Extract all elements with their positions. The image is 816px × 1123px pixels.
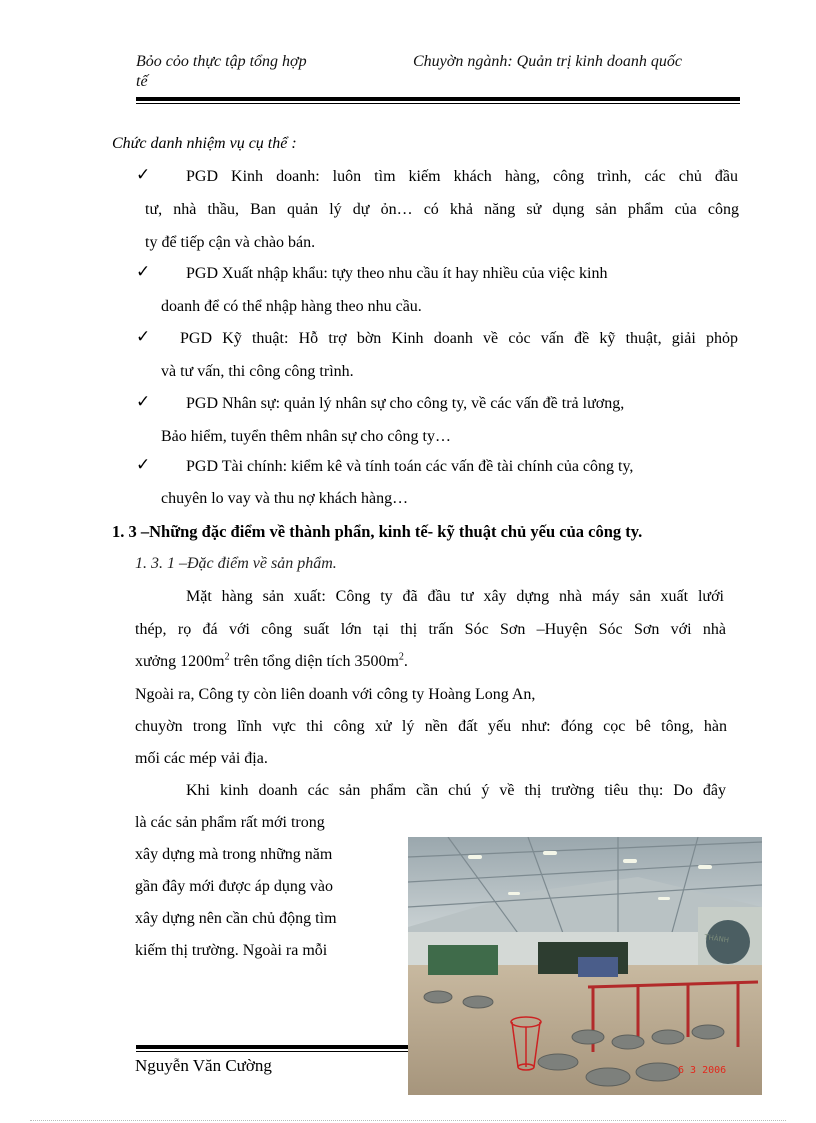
para2-line1: Ngoài ra, Công ty còn liên doanh với công ty Hoàng Long An, [135,686,536,703]
para1-line3-c: . [403,653,408,670]
checkmark-icon: ✓ [136,327,151,347]
para1-line3-a: xưởng 1200m [135,653,225,670]
bullet-5-line2: chuyên lo vay và thu nợ khách hàng… [161,490,409,507]
section-intro: Chức danh nhiệm vụ cụ thể : [112,135,297,152]
page-bottom-border [30,1120,786,1121]
bullet-5-line1: PGD Tài chính: kiểm kê và tính toán các vấn đề tài chính của công ty, [186,458,634,475]
para3-line5: xây dựng nên cần chủ động tìm [135,910,337,927]
bullet-3-line1: PGD Kỹ thuật: Hỗ trợ bờn Kinh doanh về cỏc vấn đề kỹ thuật, giải phỏp [180,330,738,347]
heading-1-3: 1. 3 –Những đặc điểm về thành phẩn, kinh tế- kỹ thuật chủ yếu của công ty. [112,522,643,541]
bullet-2-line2: doanh để có thể nhập hàng theo nhu cầu. [161,298,422,315]
bullet-4-line2: Bảo hiểm, tuyển thêm nhân sự cho công ty… [161,428,451,445]
bullet-1-line2: tư, nhà thầu, Ban quản lý dự ỏn… có khả năng sử dụng sản phẩm của công [145,201,739,218]
header-right: Chuyờn ngành: Quản trị kinh doanh quốc [413,53,682,70]
header-rule-thin [136,103,740,104]
bullet-2-line1: PGD Xuất nhập khẩu: tựy theo nhu cầu ít hay nhiều của việc kinh [186,265,608,282]
header-left-line1: Bỏo cỏo thực tập tổng hợp [136,53,307,70]
para1-line2: thép, rọ đá với công suất lớn tại thị trấn Sóc Sơn –Huyện Sóc Sơn với nhà [135,621,726,638]
header-left-line2: tế [136,73,148,90]
header-rule-thick [136,97,740,101]
para1-line1: Mặt hàng sản xuất: Công ty đã đầu tư xây dựng nhà máy sản xuất lưới [186,588,724,605]
para1-line3-b: trên tổng diện tích 3500m [229,653,399,670]
para3-line4: gần đây mới được áp dụng vào [135,878,333,895]
checkmark-icon: ✓ [136,392,151,412]
factory-photo [408,837,762,1095]
para3-line6: kiếm thị trường. Ngoài ra mỗi [135,942,328,959]
para3-line2: là các sản phẩm rất mới trong [135,814,325,831]
photo-sign-text: THÀNH [703,933,730,945]
footer-rule-thick [136,1045,408,1049]
bullet-1-line1: PGD Kinh doanh: luôn tìm kiếm khách hàng, công trình, các chủ đầu [186,168,738,185]
header-left [136,52,307,92]
para3-line3: xây dựng mà trong những năm [135,846,333,863]
bullet-1-line3: ty để tiếp cận và chào bán. [145,234,316,251]
checkmark-icon: ✓ [136,455,151,475]
checkmark-icon: ✓ [136,262,151,282]
superscript-2: 2 [398,651,404,663]
para3-line1: Khi kinh doanh các sản phẩm cần chú ý về thị trường tiêu thụ: Do đây [186,782,726,799]
factory-photo-image [408,837,762,1095]
bullet-3-line2: và tư vấn, thi công công trình. [161,363,354,380]
checkmark-icon: ✓ [136,165,151,185]
footer-author: Nguyễn Văn Cường [135,1056,272,1075]
para2-line3: mối các mép vải địa. [135,750,268,767]
footer-rule-thin [136,1051,408,1052]
para2-line2: chuyờn trong lĩnh vực thi công xử lý nền đất yếu như: đóng cọc bê tông, hàn [135,718,727,735]
heading-1-3-1: 1. 3. 1 –Đặc điểm về sản phẩm. [135,555,337,572]
para1-line3 [135,652,408,672]
bullet-4-line1: PGD Nhân sự: quản lý nhân sự cho công ty, về các vấn đề trả lương, [186,395,625,412]
superscript-2: 2 [224,651,230,663]
photo-date-stamp: 6 3 2006 [678,1065,727,1076]
